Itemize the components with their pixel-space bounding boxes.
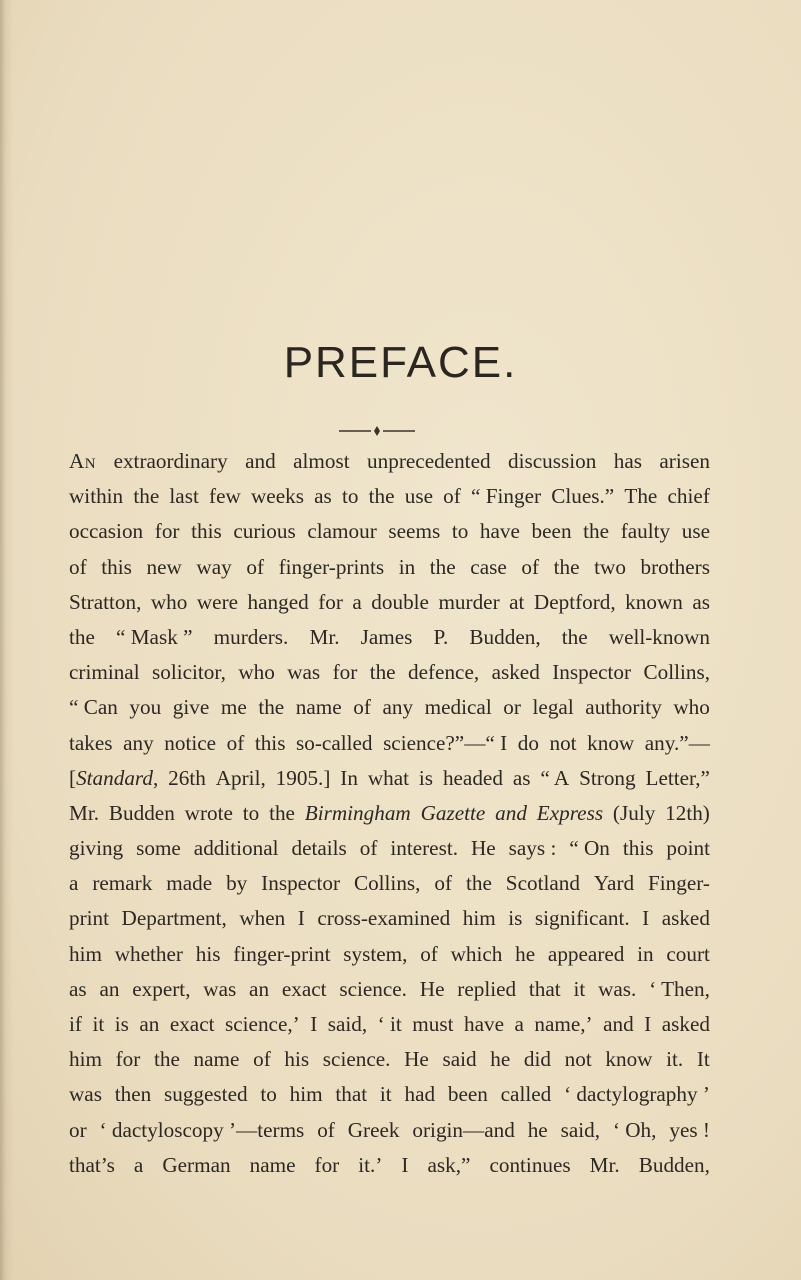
word: name: [295, 695, 342, 720]
word: asked: [661, 1012, 710, 1036]
word: as: [512, 765, 531, 790]
word: Clues.”: [551, 484, 615, 509]
word: faulty: [620, 519, 671, 544]
word: continues: [489, 1152, 571, 1177]
word: the: [369, 660, 396, 685]
word: some: [136, 836, 181, 861]
word: details: [291, 836, 347, 861]
word: hanged: [247, 589, 309, 614]
word: Inspector: [261, 871, 341, 896]
word: Mr.: [309, 624, 340, 649]
word: 26th: [168, 765, 206, 790]
word: almost: [293, 449, 350, 473]
word: he: [490, 1047, 511, 1072]
word: of: [434, 871, 453, 896]
word: made: [166, 871, 213, 896]
word: headed: [442, 765, 503, 790]
word: the: [258, 695, 285, 720]
word: was: [203, 976, 237, 1001]
word: who: [238, 660, 275, 685]
word: is: [114, 1012, 129, 1036]
word: him: [289, 1082, 323, 1107]
word: you: [129, 695, 162, 720]
word: Yard: [593, 871, 635, 896]
word: me: [220, 695, 247, 720]
word: April,: [215, 765, 266, 790]
word: James: [360, 624, 413, 649]
word: murders.: [213, 624, 289, 649]
word: it: [379, 1082, 392, 1107]
word: said,: [560, 1117, 601, 1142]
preface-body: [69, 444, 710, 1183]
word: Express: [536, 800, 604, 825]
word: for: [154, 519, 180, 544]
word: Mr.: [589, 1152, 620, 1177]
word: was: [287, 660, 321, 685]
word: Finger-: [648, 871, 710, 896]
word: called: [500, 1082, 552, 1107]
word: at: [509, 589, 525, 614]
word: the: [583, 519, 610, 544]
word: him: [69, 1047, 102, 1072]
word: to: [451, 519, 469, 544]
word: the: [69, 624, 95, 649]
word: in: [398, 554, 416, 579]
word: brothers: [640, 554, 710, 579]
word: the: [133, 484, 160, 509]
word: German: [162, 1152, 231, 1177]
text-line: [69, 655, 710, 690]
word: criminal: [69, 660, 140, 685]
word: Deptford,: [533, 589, 616, 614]
word: the: [269, 800, 295, 825]
word: Mr.: [69, 800, 100, 825]
word: print: [69, 906, 110, 931]
word: he: [515, 941, 536, 966]
word: it: [92, 1012, 105, 1036]
word: known: [625, 589, 683, 614]
text-line: [69, 831, 710, 866]
word: of: [353, 695, 371, 720]
word: significant.: [534, 906, 630, 931]
word: suggested: [164, 1082, 248, 1107]
text-line: [69, 690, 710, 725]
word: Strong: [579, 765, 636, 790]
word: within: [69, 484, 124, 509]
word: for: [332, 660, 358, 685]
word: seems: [388, 519, 441, 544]
word: last: [169, 484, 199, 509]
word: and: [603, 1012, 634, 1036]
word: expert,: [132, 976, 191, 1001]
word: when: [239, 906, 286, 931]
word: Collins,: [643, 660, 710, 685]
word: it.’: [358, 1152, 383, 1177]
word: appeared: [547, 941, 625, 966]
word: additional: [193, 836, 279, 861]
word: He: [419, 976, 445, 1001]
word: this: [254, 730, 286, 755]
word: any.”—: [644, 730, 710, 755]
word: Collins,: [353, 871, 421, 896]
word: (July: [612, 800, 656, 825]
text-line: [69, 620, 710, 655]
word: name: [249, 1152, 296, 1177]
word: what: [367, 765, 410, 790]
word: Birmingham: [304, 800, 411, 825]
word: this: [622, 836, 654, 861]
word: the: [368, 484, 395, 509]
word: occasion: [69, 519, 144, 544]
word: ‘ dactylography ’: [564, 1082, 710, 1107]
word: medical: [424, 695, 492, 720]
word: to: [242, 800, 260, 825]
text-line: [69, 972, 710, 1007]
word: authority: [585, 695, 662, 720]
word: to: [260, 1082, 277, 1107]
word: curious: [233, 519, 296, 544]
word: “ On: [569, 836, 610, 861]
word: ‘ Oh,: [612, 1117, 657, 1142]
word: for: [314, 1152, 340, 1177]
text-line: [69, 514, 710, 549]
word: I: [644, 1012, 652, 1036]
word: a: [69, 871, 79, 896]
word: been: [531, 519, 572, 544]
word: a: [514, 1012, 524, 1036]
word: [Standard,: [69, 765, 159, 790]
word: of: [317, 1117, 335, 1142]
word: must: [412, 1012, 454, 1036]
word: him: [69, 941, 102, 966]
text-line: [69, 585, 710, 620]
word: science.: [322, 1047, 391, 1072]
word: well-known: [608, 624, 710, 649]
word: Scotland: [505, 871, 580, 896]
word: Inspector: [552, 660, 632, 685]
word: cross-examined: [317, 906, 451, 931]
word: the: [154, 1047, 180, 1072]
word: way: [196, 554, 232, 579]
word: Budden: [108, 800, 175, 825]
word: and: [245, 449, 276, 473]
word: solicitor,: [152, 660, 226, 685]
word: had: [404, 1082, 436, 1107]
word: case: [470, 554, 507, 579]
word: a: [352, 589, 362, 614]
text-line: [69, 1007, 710, 1042]
word: by: [226, 871, 248, 896]
text-line: [69, 1042, 710, 1077]
word: Budden,: [469, 624, 541, 649]
word: has: [613, 449, 642, 473]
word: “ Can: [69, 695, 118, 720]
word: He: [470, 836, 496, 861]
word: An: [69, 449, 97, 473]
word: know: [587, 730, 635, 755]
word: in: [637, 941, 654, 966]
word: unprecedented: [367, 449, 491, 473]
word: P.: [433, 624, 449, 649]
word: him: [462, 906, 496, 931]
word: it.: [666, 1047, 684, 1072]
word: exact: [281, 976, 327, 1001]
word: his: [195, 941, 221, 966]
word: an: [99, 976, 120, 1001]
word: chief: [667, 484, 710, 509]
text-line: [69, 479, 710, 514]
word: name,’: [534, 1012, 593, 1036]
word: ‘ Then,: [649, 976, 710, 1001]
word: asked: [491, 660, 540, 685]
word: defence,: [408, 660, 480, 685]
word: the: [553, 554, 580, 579]
text-line: [69, 901, 710, 936]
word: Gazette: [420, 800, 486, 825]
word: not: [549, 730, 577, 755]
word: few: [209, 484, 241, 509]
word: been: [447, 1082, 488, 1107]
word: point: [666, 836, 710, 861]
word: I: [642, 906, 650, 931]
word: Budden,: [638, 1152, 710, 1177]
text-line: [69, 796, 710, 831]
word: notice: [164, 730, 217, 755]
word: of: [246, 554, 264, 579]
divider-ornament: [339, 426, 415, 436]
word: this: [191, 519, 222, 544]
word: The: [624, 484, 658, 509]
word: discussion: [508, 449, 597, 473]
word: of: [443, 484, 461, 509]
word: an: [139, 1012, 160, 1036]
word: name: [193, 1047, 240, 1072]
word: I: [401, 1152, 409, 1177]
word: of: [253, 1047, 271, 1072]
word: were: [196, 589, 239, 614]
word: legal: [532, 695, 574, 720]
word: interest.: [390, 836, 459, 861]
word: as: [314, 484, 332, 509]
word: the: [561, 624, 588, 649]
word: give: [172, 695, 210, 720]
word: who: [150, 589, 188, 614]
word: weeks: [251, 484, 304, 509]
word: it: [573, 976, 586, 1001]
word: Department,: [121, 906, 227, 931]
text-line: [69, 866, 710, 901]
word: ‘ dactyloscopy ’—terms: [99, 1117, 305, 1142]
word: wrote: [184, 800, 233, 825]
word: that: [528, 976, 561, 1001]
page-title: PREFACE.: [283, 338, 518, 387]
word: for: [115, 1047, 141, 1072]
word: clamour: [307, 519, 377, 544]
word: of: [69, 554, 87, 579]
word: finger-prints: [278, 554, 385, 579]
word: an: [249, 976, 270, 1001]
word: use: [404, 484, 433, 509]
word: He: [404, 1047, 429, 1072]
text-line: [69, 1113, 710, 1148]
word: giving: [69, 836, 124, 861]
word: system,: [343, 941, 408, 966]
word: takes: [69, 730, 113, 755]
word: or: [503, 695, 521, 720]
word: have: [463, 1012, 504, 1036]
word: “ A: [540, 765, 570, 790]
text-line: [69, 761, 710, 796]
word: not: [564, 1047, 592, 1072]
word: the: [465, 871, 492, 896]
word: science,’: [225, 1012, 300, 1036]
word: for: [318, 589, 343, 614]
word: which: [450, 941, 503, 966]
word: Greek: [347, 1117, 400, 1142]
word: It: [696, 1047, 710, 1072]
text-line: [69, 1077, 710, 1112]
word: whether: [114, 941, 183, 966]
word: a: [133, 1152, 144, 1177]
word: as: [692, 589, 710, 614]
word: use: [681, 519, 710, 544]
word: ask,”: [427, 1152, 471, 1177]
word: origin—and: [412, 1117, 515, 1142]
word: Letter,”: [645, 765, 710, 790]
word: extraordinary: [113, 449, 228, 473]
word: I: [310, 1012, 318, 1036]
word: is: [418, 765, 434, 790]
word: new: [146, 554, 182, 579]
word: the: [429, 554, 456, 579]
word: double: [371, 589, 429, 614]
word: replied: [457, 976, 517, 1001]
text-line: [69, 937, 710, 972]
word: or: [69, 1117, 87, 1142]
word: exact: [169, 1012, 215, 1036]
word: he: [527, 1117, 548, 1142]
word: ‘ it: [377, 1012, 402, 1036]
word: did: [523, 1047, 551, 1072]
word: court: [666, 941, 710, 966]
word: who: [673, 695, 710, 720]
word: remark: [92, 871, 153, 896]
word: murder: [438, 589, 500, 614]
word: In: [340, 765, 358, 790]
word: I: [297, 906, 305, 931]
word: any: [123, 730, 154, 755]
word: finger-print: [233, 941, 331, 966]
text-line: [69, 726, 710, 761]
word: to: [341, 484, 359, 509]
word: “ Finger: [471, 484, 542, 509]
word: 12th): [665, 800, 710, 825]
word: if: [69, 1012, 82, 1036]
word: was.: [598, 976, 637, 1001]
word: Stratton,: [69, 589, 142, 614]
word: says :: [508, 836, 557, 861]
word: that’s: [69, 1152, 115, 1177]
word: do: [517, 730, 539, 755]
word: as: [69, 976, 87, 1001]
word: this: [101, 554, 132, 579]
word: was: [69, 1082, 102, 1107]
word: 1905.]: [275, 765, 331, 790]
word: of: [359, 836, 378, 861]
word: is: [508, 906, 523, 931]
word: and: [495, 800, 527, 825]
word: any: [382, 695, 414, 720]
word: of: [420, 941, 438, 966]
text-line: [69, 444, 710, 479]
word: of: [226, 730, 245, 755]
word: that: [335, 1082, 368, 1107]
word: science?”—“ I: [383, 730, 508, 755]
word: asked: [661, 906, 710, 931]
word: arisen: [659, 449, 710, 473]
word: his: [284, 1047, 310, 1072]
text-line: [69, 550, 710, 585]
word: of: [521, 554, 540, 579]
word: said,: [327, 1012, 368, 1036]
word: know: [605, 1047, 653, 1072]
word: said: [442, 1047, 477, 1072]
word: then: [114, 1082, 152, 1107]
word: so-called: [296, 730, 373, 755]
word: science.: [339, 976, 407, 1001]
word: have: [479, 519, 520, 544]
word: two: [594, 554, 626, 579]
word: “ Mask ”: [116, 624, 193, 649]
word: yes !: [669, 1117, 710, 1142]
text-line: [69, 1148, 710, 1183]
